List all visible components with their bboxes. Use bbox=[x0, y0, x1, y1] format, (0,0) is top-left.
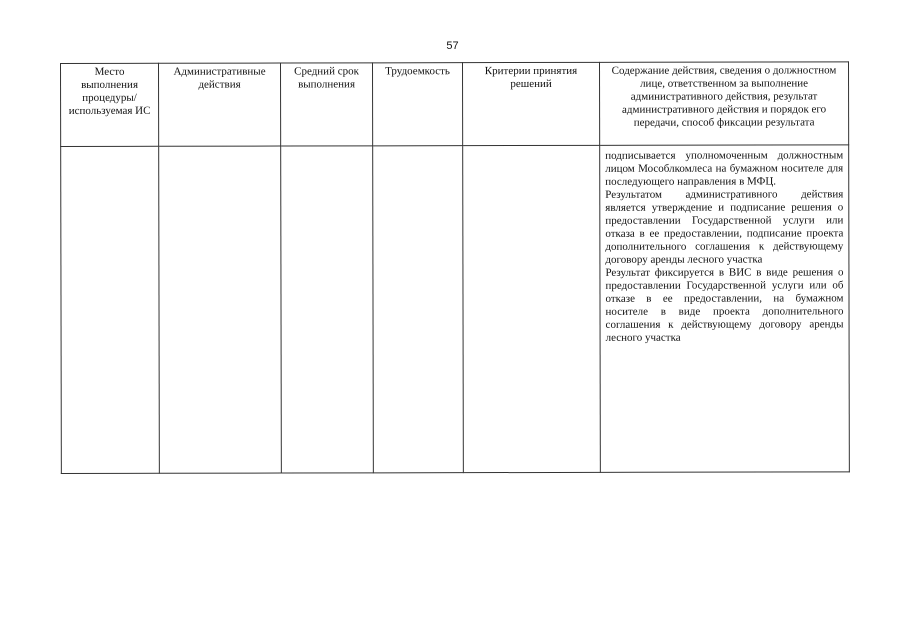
procedure-table bbox=[60, 61, 850, 474]
header-term: Средний срок выполнения bbox=[281, 63, 373, 146]
cell-place bbox=[61, 146, 160, 473]
content-paragraph: Результат фиксируется в ВИС в виде решения о предоставлении Государственной услуги или об отказе в ее предоставлении, на бумажном носителе в виде проекта дополнительного соглашения к действующему договору аренды лесного участка bbox=[605, 266, 844, 344]
header-criteria: Критерии принятия решений bbox=[463, 62, 600, 145]
cell-content bbox=[600, 145, 850, 473]
cell-actions bbox=[159, 146, 282, 473]
cell-term bbox=[281, 146, 374, 473]
table-header-row bbox=[61, 62, 849, 147]
header-place: Место выполнения процедуры/ используемая ИС bbox=[61, 63, 159, 146]
table-row bbox=[61, 145, 850, 474]
content-paragraph: подписывается уполномоченным должностным лицом Мособлкомлеса на бумажном носителе для последующего направления в МФЦ. bbox=[605, 149, 844, 188]
content-paragraph: Результатом административного действия является утверждение и подписание решения о предоставлении Государственной услуги или отказа в ее предоставлении, подписание проекта дополнительного соглашения к действующему договору аренды лесного участка bbox=[605, 188, 844, 266]
cell-labor bbox=[373, 146, 464, 473]
header-actions: Административные действия bbox=[159, 63, 281, 146]
page-number: 57 bbox=[446, 40, 459, 52]
header-labor: Трудоемкость bbox=[373, 63, 463, 146]
cell-criteria bbox=[463, 145, 601, 472]
header-content: Содержание действия, сведения о должностном лице, ответственном за выполнение административного действия, результат административного действия и порядок его передачи, способ фиксации результата bbox=[599, 62, 848, 146]
